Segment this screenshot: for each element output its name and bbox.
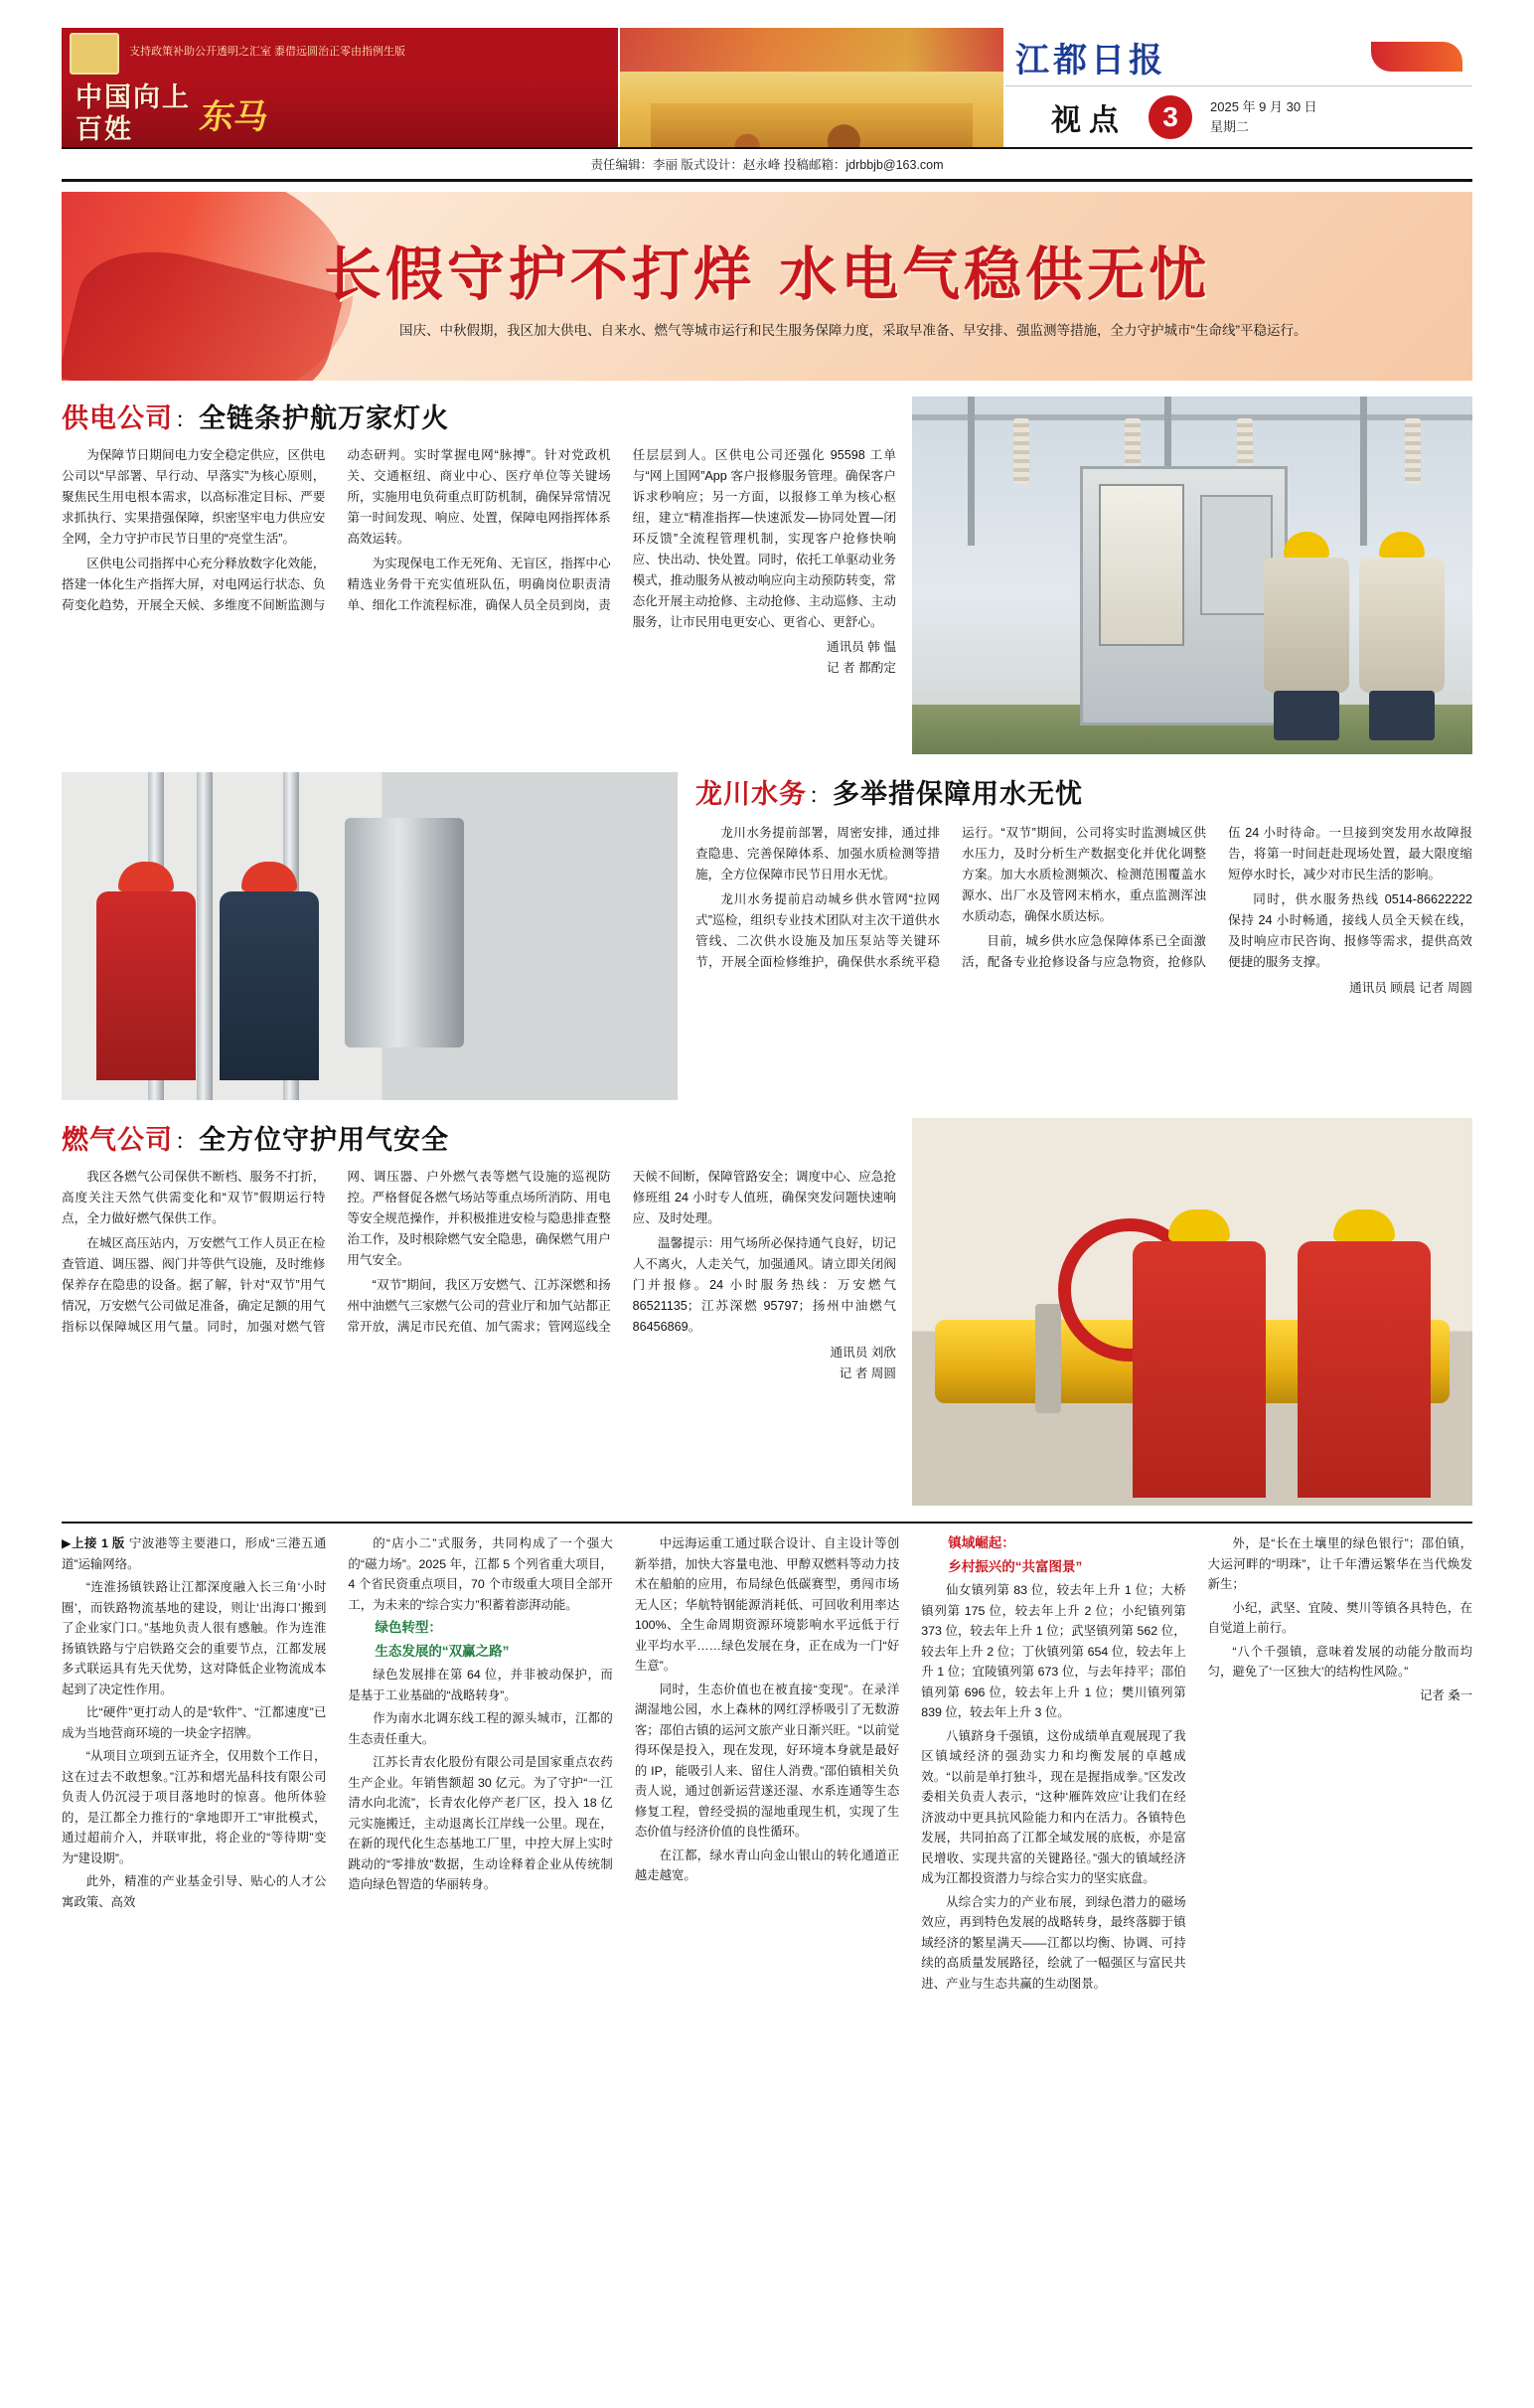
section-gas (62, 1118, 1472, 1506)
masthead (62, 28, 1472, 147)
jump-c4-head: 镇域崛起： (948, 1535, 1015, 1550)
page-number-badge: 3 (1149, 95, 1192, 139)
worker-uniform (220, 891, 319, 1080)
power-body (62, 445, 896, 633)
hero-banner (62, 192, 1472, 381)
jump-continue-mark (62, 1533, 326, 1574)
jump-c1-para-1: 宁波港等主要港口，形成“三港五通道”运输网络。 (62, 1536, 327, 1571)
jump-c3-para-3: 在江都，绿水青山向金山银山的转化通道正越走越宽。 (634, 1847, 900, 1882)
worker-uniform (1133, 1241, 1266, 1498)
power-byline-2: 记 者 都酌定 (827, 661, 896, 675)
issue-date (1192, 97, 1317, 137)
jump-c3-para-1: 中远海运重工通过联合设计、自主设计等创新举措，加快大容量电池、甲醇双燃料等动力技术在船舶的应用，布局绿色低碳赛型，勇闯市场无人区；华航特钢能源消耗低、可回收利用率达 100%、全生命周期资源环境影响水平远低于行业平均水平……绿色发展在身，正在成为一门“好生意”。 (634, 1536, 900, 1673)
water-headline: 多举措保障用水无忧 (833, 779, 1084, 810)
water-body (695, 823, 1472, 974)
jump-c5-para-2: 小纪，武坚、宜陵、樊川等镇各具特色，在自觉道上前行。 (1207, 1600, 1473, 1635)
cabinet-panel (1200, 495, 1273, 615)
worker-uniform (1359, 558, 1445, 693)
gas-worker-1 (1125, 1209, 1274, 1498)
power-byline (62, 637, 896, 679)
water-worker-2 (210, 862, 329, 1080)
power-photo (912, 397, 1472, 754)
gas-photo-block (896, 1118, 1472, 1506)
power-worker-2 (1359, 532, 1445, 740)
bottom-rule (62, 1522, 1472, 1524)
jump-column-5 (1208, 1533, 1472, 1997)
gas-byline-1: 通讯员 刘欣 (830, 1346, 896, 1361)
hero-deck: 国庆、中秋假期，我区加大供电、自来水、燃气等城市运行和民生服务保障力度，采取早准备、早安排、强监测等措施，全力守护城市“生命线”平稳运行。 (399, 323, 1307, 338)
gas-text-block (62, 1118, 896, 1506)
treatment-tank (345, 818, 464, 1047)
gas-worker-2 (1290, 1209, 1439, 1498)
banner-title-line2: 百姓 (76, 114, 133, 144)
jump-c4-para-3: 从综合实力的产业布展，到绿色潜力的磁场效应，再到特色发展的战略转身，最终落脚于镇域经济的繁星满天——江都以均衡、协调、可持续的高质量发展路径，绘就了一幅强区与富民共进、产业与生态共赢的生动图景。 (921, 1894, 1186, 1991)
jump-c5-para-3: “八个千强镇，意味着发展的动能分散而均匀，避免了‘一区独大’的结构性风险。” (1207, 1644, 1473, 1679)
power-heading (62, 397, 896, 435)
gas-photo (912, 1118, 1472, 1506)
water-para-3: 目前，城乡供水应急保障体系已全面激活，配备专业抢修设备与应急物资，抢修队伍 24 小时待命。一旦接到突发用水故障报告，将第一时间赶赴现场处置，最大限度缩短停水时长，减少对市民生活的影响。 (962, 826, 1472, 969)
jump-c1-para-5: 此外，精准的产业基金引导、贴心的人才公寓政策、高效 (62, 1874, 327, 1909)
masthead-nameplate (1005, 28, 1472, 85)
jump-c5-para-1: 外，是“长在土壤里的绿色银行”；邵伯镇，大运河畔的“明珠”，让千年漕运繁华在当代焕发新生； (1207, 1536, 1473, 1591)
power-org-name: 供电公司 (62, 403, 173, 434)
gantry-post (968, 397, 975, 546)
worker-uniform (1264, 558, 1349, 693)
issue-weekday: 星期二 (1210, 118, 1250, 134)
jump-c1-para-2: “连淮扬镇铁路让江都深度融入长三角‘小时圈’，而铁路物流基地的建设，则让‘出海口’搬到了企业家门口。”基地负责人很有感触。作为连淮扬镇铁路与宁启铁路交会的重要节点，江都发展多式联运具有先天优势，这对降低企业物流成本起到了决定性作用。 (62, 1580, 327, 1696)
jump-c2-para-2: 绿色发展排在第 64 位，并非被动保护，而是基于工业基础的“战略转身”。 (348, 1668, 613, 1702)
power-headline: 全链条护航万家灯火 (199, 403, 450, 434)
jump-c3-para-2: 同时，生态价值也在被直接“变现”。在录洋湖湿地公园，水上森林的网红浮桥吸引了无数游客；邵伯古镇的运河文旅产业日渐兴旺。“以前觉得环保是投入，现在发现，好环境本身就是最好的 IP，能吸引人来、留住人消费。”邵伯镇相关负责人说，通过创新运营遂还湿、水系连通等生态修复工程，曾经受损的湿地重现生机，实现了生态价值与经济价值的良性循环。 (634, 1682, 900, 1839)
water-para-4: 同时，供水服务热线 0514-86622222 保持 24 小时畅通，接线人员全天候在线，及时响应市民咨询、报修等需求，提供高效便捷的服务支撑。 (1228, 892, 1472, 969)
water-text-block (678, 772, 1472, 1100)
power-worker-1 (1264, 532, 1349, 740)
banner-brush-word: 东马 (197, 96, 271, 137)
gantry-beam (912, 414, 1472, 420)
switchgear-cabinet (1080, 466, 1288, 725)
jump-signature: 记者 桑一 (1420, 1687, 1473, 1702)
power-byline-1: 通讯员 韩 愠 (827, 640, 896, 654)
gas-heading (62, 1118, 896, 1157)
hard-hat-icon (1333, 1209, 1395, 1241)
jump-c1-para-3: 比“硬件”更打动人的是“软件”、“江都速度”已成为当地营商环境的一块金字招牌。 (62, 1705, 327, 1740)
paper-name: 江都日报 (1015, 40, 1166, 80)
masthead-banner-top-text: 支持政策补助公开透明之汇室 黍借远圆治正零由指例生版 (129, 45, 406, 58)
water-heading (695, 772, 1472, 811)
continue-from-label: ▶上接 1 版 (62, 1536, 125, 1550)
worker-legs (1369, 691, 1434, 740)
section-power (62, 397, 1472, 754)
jump-c2-para-3: 作为南水北调东线工程的源头城市，江都的生态责任重大。 (348, 1711, 613, 1746)
water-worker-1 (86, 862, 206, 1080)
jump-column-4 (921, 1533, 1185, 1997)
power-para-2: 区供电公司指挥中心充分释放数字化效能，搭建一体化生产指挥大屏，对电网运行状态、负荷变化趋势，开展全天候、多维度不间断监测与动态研判。实时掌握电网“脉搏”。针对党政机关、交通枢纽、商业中心、医疗单位等关键场所，实施用电负荷重点盯防机制，确保异常情况第一时间发现、响应、处置，保障电网指挥体系高效运转。 (62, 448, 611, 612)
water-colon: ： (809, 783, 832, 808)
jump-column-2 (348, 1533, 612, 1997)
gas-colon: ： (175, 1129, 198, 1154)
masthead-artwork (618, 28, 1003, 147)
gas-para-3: “双节”期间，我区万安燃气、江苏深燃和扬州中油燃气三家燃气公司的营业厅和加气站都正常开放，满足市民充值、加气需求；管网巡线全天候不间断，保障管路安全；调度中心、应急抢修班组 24 小时专人值班，确保突发问题快速响应、及时处理。 (347, 1170, 896, 1334)
water-photo-block (62, 772, 678, 1100)
water-photo (62, 772, 678, 1100)
credits-line: 责任编辑：李丽 版式设计：赵永峰 投稿邮箱：jdrbbjb@163.com (62, 149, 1472, 182)
power-text-block (62, 397, 896, 754)
masthead-right (1003, 28, 1472, 147)
hard-hat-icon (1284, 532, 1329, 558)
worker-uniform (96, 891, 196, 1080)
jump-c2-para-4: 江苏长青农化股份有限公司是国家重点农药生产企业。年销售额超 30 亿元。为了守护“一江清水向北流”，长青农化停产老厂区，投入 18 亿元实施搬迁，主动退离长江岸线一公里。现在，在新的现代化生态基地工厂里，中控大屏上实时跳动的“零排放”数据，生动诠释着企业从传统制造向绿色智造的华丽转身。 (348, 1755, 613, 1891)
jump-column-1 (62, 1533, 326, 1997)
power-photo-block (896, 397, 1472, 754)
banner-title-line1: 中国向上 (76, 82, 191, 112)
masthead-banner-topline (62, 28, 618, 76)
masthead-section-row (1005, 85, 1472, 147)
worker-legs (1274, 691, 1338, 740)
pipe-flange (1035, 1304, 1061, 1413)
hard-hat-icon (241, 862, 297, 891)
jump-c4-para-2: 八镇跻身千强镇，这份成绩单直观展现了我区镇域经济的强劲实力和均衡发展的卓越成效。“以前是单打独斗，现在是握指成拳。”区发改委相关负责人表示，“这种‘雁阵效应’让我们在经济波动中更具抗风险能力和内在活力。各镇特色发展，共同拍高了江都全域发展的底板，亦是富民增收、实现共富的关键路径。”强大的镇域经济成为江都投资潜力与综合实力的坚实底盘。 (921, 1728, 1186, 1885)
jump-c1-para-4: “从项目立项到五证齐全，仅用数个工作日，这在过去不敢想象。”江苏和熠光晶科技有限公司负责人仍沉浸于项目落地时的惊喜。他所体验的，是江都全力推行的“拿地即开工”审批模式，通过超前介入，并联审批，将企业的“等待期”变为“建设期”。 (62, 1749, 327, 1865)
jump-c2-subhead: 生态发展的“双赢之路” (375, 1643, 510, 1659)
hard-hat-icon (1379, 532, 1425, 558)
worker-uniform (1298, 1241, 1431, 1498)
hard-hat-icon (118, 862, 174, 891)
gas-org-name: 燃气公司 (62, 1125, 173, 1156)
power-colon: ： (175, 407, 198, 432)
masthead-banner-title (62, 76, 618, 145)
hero-headline: 长假守护不打烊 水电气稳供无忧 (323, 241, 1211, 308)
seal-icon (70, 33, 119, 75)
cabinet-door (1099, 484, 1183, 645)
masthead-left-banner (62, 28, 618, 147)
gas-byline-2: 记 者 周圆 (839, 1366, 896, 1381)
gas-headline: 全方位守护用气安全 (199, 1125, 450, 1156)
hard-hat-icon (1168, 1209, 1230, 1241)
section-title: 视点 (1051, 102, 1127, 138)
issue-date-text: 2025 年 9 月 30 日 (1210, 98, 1317, 114)
gas-byline (62, 1343, 896, 1384)
insulator-icon (1405, 418, 1421, 484)
gas-para-1: 我区各燃气公司保供不断档、服务不打折，高度关注天然气供需变化和“双节”假期运行特点，全力做好燃气保供工作。 (62, 1170, 326, 1225)
water-para-2: 龙川水务提前启动城乡供水管网“拉网式”巡检，组织专业技术团队对主次干道供水管线、二次供水设施及加压泵站等关键环节，开展全面检修维护，确保供水系统平稳运行。“双节”期间，公司将实时监测城区供水压力，及时分析生产数据变化并优化调整方案。加大水质检测频次、检测范围覆盖水源水、出厂水及管网末梢水，重点监测浑浊水质动态，确保水质达标。 (695, 826, 1206, 969)
gas-para-2: 在城区高压站内，万安燃气工作人员正在检查管道、调压器、阀门井等供气设施，及时维修保养存在隐患的设备。据了解，针对“双节”用气情况，万安燃气公司做足准备，确定足额的用气指标以保障城区用气量。同时，加强对燃气管网、调压器、户外燃气表等燃气设施的巡视防控。严格督促各燃气场站等重点场所消防、用电等安全规范操作，并积极推进安检与隐患排查整治工作，及时根除燃气安全隐患，确保燃气用户用气安全。 (62, 1170, 611, 1334)
gas-body (62, 1167, 896, 1339)
nameplate-swoosh-icon (1371, 42, 1462, 72)
jump-c4-subhead: 乡村振兴的“共富图景” (948, 1558, 1083, 1574)
section-water (62, 772, 1472, 1100)
power-para-3: 为实现保电工作无死角、无盲区，指挥中心精选业务骨干充实值班队伍，明确岗位职责清单、细化工作流程标准，确保人员全员到岗，责任层层到人。区供电公司还强化 95598 工单与“网上国网”App 客户报修服务管理。确保客户诉求秒响应；另一方面，以报修工单为核心枢纽，建立“精准指挥—快速派发—协同处置—闭环反馈”全流程管理机制，实现客户抢修快响应、快出动、快处置。同时，依托工单驱动业务模式，推动服务从被动响应向主动预防转变，常态化开展主动抢修、主动抢修、主动巡修、主动服务，让市民用电更安心、更省心、更舒心。 (347, 448, 896, 629)
insulator-icon (1013, 418, 1029, 484)
gantry-post (1360, 397, 1367, 546)
jump-c4-para-1: 仙女镇列第 83 位，较去年上升 1 位；大桥镇列第 175 位，较去年上升 2 位；小纪镇列第 373 位，较去年上升 1 位；武坚镇列第 562 位，较去年上升 2 位；丁伙镇列第 654 位，较去年上升 1 位；宜陵镇列第 673 位，与去年持平；邵伯镇列第 696 位，较去年上升 1 位；樊川镇列第 839 位，较去年上升 3 位。 (921, 1583, 1186, 1719)
gas-para-4: 温馨提示：用气场所必保持通气良好，切记人不离火，人走关气，加强通风。请立即关闭阀门并报修。24 小时服务热线：万安燃气 86521135；江苏深燃 95797；扬州中油燃气 86456869。 (632, 1236, 896, 1334)
jump-column-3 (635, 1533, 899, 1997)
water-para-1: 龙川水务提前部署，周密安排，通过排查隐患、完善保障体系、加强水质检测等措施，全方位保障市民节日用水无忧。 (695, 826, 940, 882)
power-para-1: 为保障节日期间电力安全稳定供应，区供电公司以“早部署、早行动、早落实”为核心原则，聚焦民生用电根本需求，以高标准定目标、严要求抓执行、实果措强保障，织密坚牢电力供应安全网，全力守护市民节日里的“亮堂生活”。 (62, 448, 326, 546)
jump-continuation (62, 1533, 1472, 1997)
jump-c2-head: 绿色转型： (375, 1620, 442, 1635)
water-org-name: 龙川水务 (695, 779, 807, 810)
jump-c2-para-1: 的“店小二”式服务，共同构成了一个强大的“磁力场”。2025 年，江都 5 个列省重大项目，4 个省民资重点项目，70 个市级重大项目全部开工，为未来的“综合实力”积蓄着澎湃动能。 (348, 1536, 613, 1612)
water-byline: 通讯员 顾晨 记者 周圆 (1349, 981, 1472, 996)
